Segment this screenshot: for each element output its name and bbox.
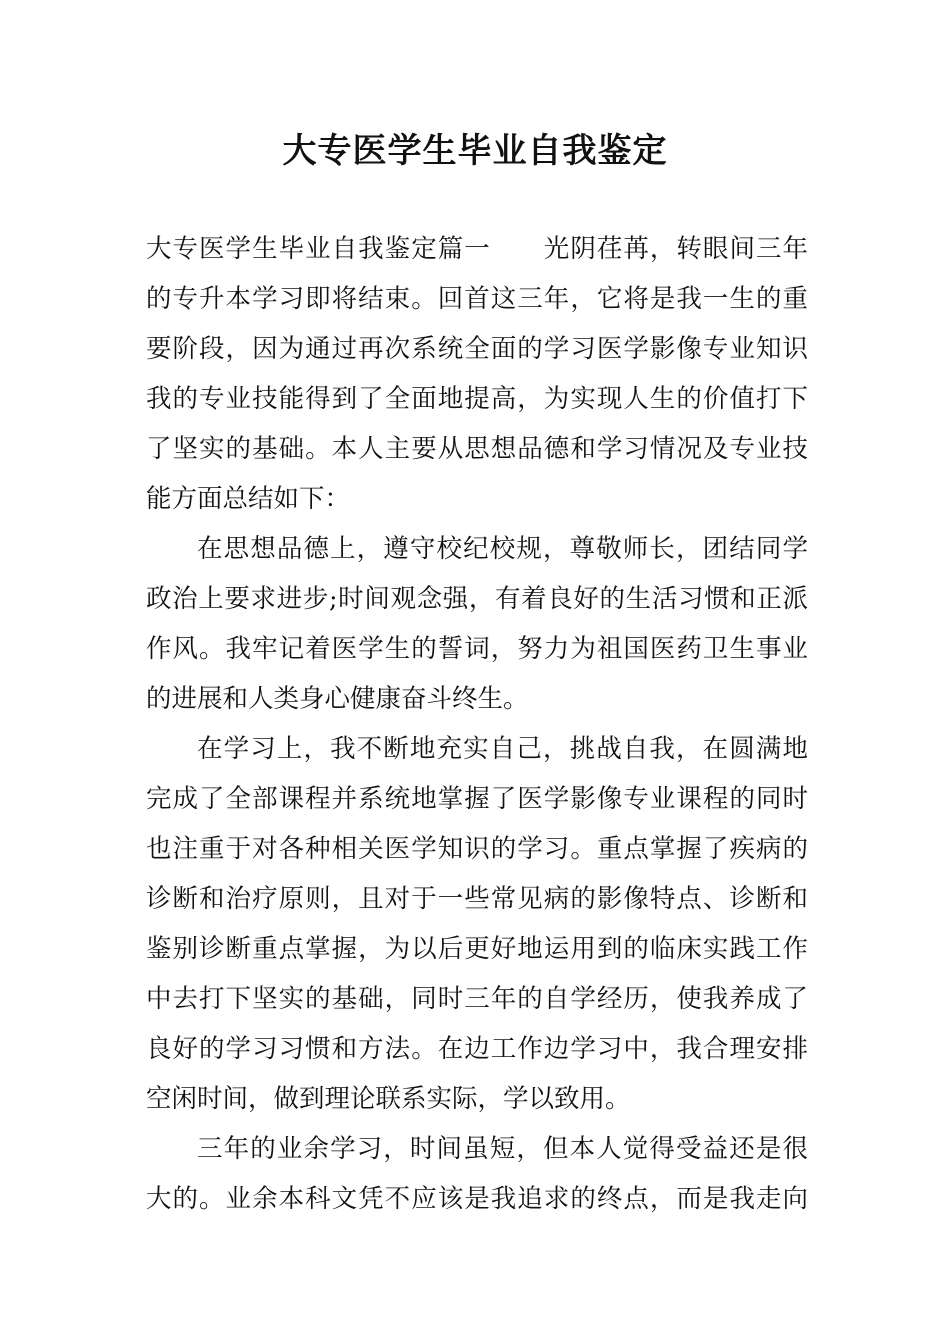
paragraph-2-line-2: 政治上要求进步;时间观念强，有着良好的生活习惯和正派: [146, 584, 808, 614]
paragraph-3-line-4: 诊断和治疗原则，且对于一些常见病的影像特点、诊断和: [146, 884, 808, 914]
document-body: [146, 224, 808, 1224]
paragraph-3-line-1: 在学习上，我不断地充实自己，挑战自我，在圆满地: [197, 734, 808, 764]
paragraph-4-line-2: 大的。业余本科文凭不应该是我追求的终点，而是我走向: [146, 1184, 808, 1214]
paragraph-2-line-3: 作风。我牢记着医学生的誓词，努力为祖国医药卫生事业: [146, 634, 808, 664]
paragraph-1-line-4: 我的专业技能得到了全面地提高，为实现人生的价值打下: [146, 384, 808, 414]
paragraph-1-line-1: 大专医学生毕业自我鉴定篇一 光阴荏苒，转眼间三年: [146, 234, 808, 264]
paragraph-3-line-7: 良好的学习习惯和方法。在边工作边学习中，我合理安排: [146, 1034, 808, 1064]
paragraph-1-line-2: 的专升本学习即将结束。回首这三年，它将是我一生的重: [146, 284, 808, 314]
paragraph-1-line-5: 了坚实的基础。本人主要从思想品德和学习情况及专业技: [146, 434, 808, 464]
paragraph-4-line-1: 三年的业余学习，时间虽短，但本人觉得受益还是很: [197, 1134, 808, 1164]
paragraph-2-line-1: 在思想品德上，遵守校纪校规，尊敬师长，团结同学: [197, 534, 808, 564]
paragraph-3-line-3: 也注重于对各种相关医学知识的学习。重点掌握了疾病的: [146, 834, 808, 864]
paragraph-3-line-5: 鉴别诊断重点掌握，为以后更好地运用到的临床实践工作: [146, 934, 808, 964]
document-title: 大专医学生毕业自我鉴定: [282, 131, 668, 171]
paragraph-3-line-6: 中去打下坚实的基础，同时三年的自学经历，使我养成了: [146, 984, 808, 1014]
paragraph-3-line-2: 完成了全部课程并系统地掌握了医学影像专业课程的同时: [146, 784, 808, 814]
paragraph-2-line-4: 的进展和人类身心健康奋斗终生。: [146, 684, 529, 714]
paragraph-1-line-3: 要阶段，因为通过再次系统全面的学习医学影像专业知识: [146, 334, 808, 364]
paragraph-1-line-6: 能方面总结如下：: [146, 484, 351, 514]
paragraph-3-line-8: 空闲时间，做到理论联系实际，学以致用。: [146, 1084, 631, 1114]
